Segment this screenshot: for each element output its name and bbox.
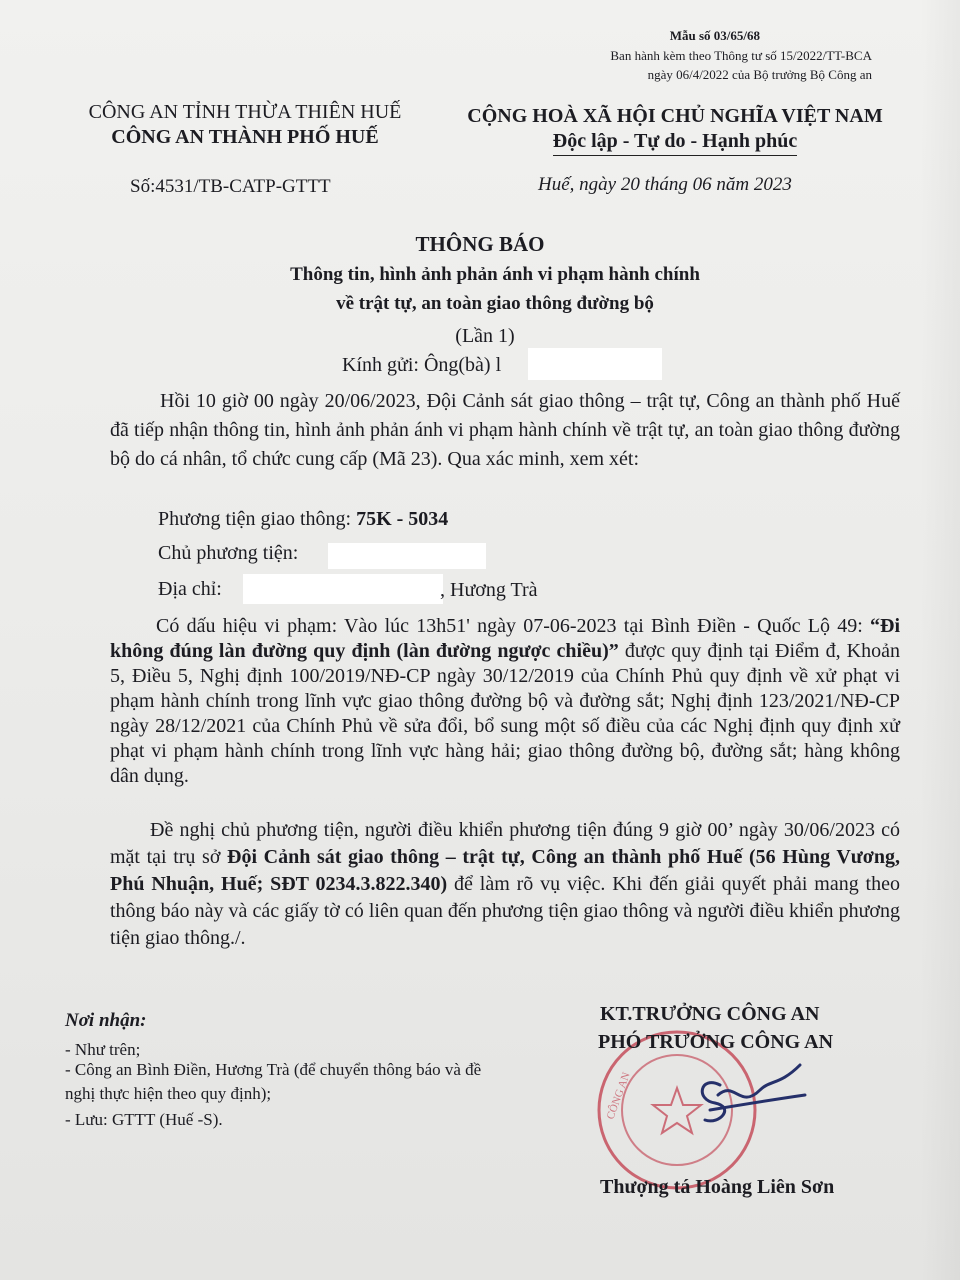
paragraph-intro [110,387,900,474]
redaction-address [243,574,443,604]
request-intro: Đề nghị chủ phương tiện, người điều khiển phương tiện đúng 9 giờ 00’ ngày 30/06/2023 có mặt tại trụ sở [110,819,900,868]
vehicle-label: Phương tiện giao thông: [158,508,357,530]
redaction-recipient [528,348,662,380]
violation-legal-basis: được quy định tại Điểm đ, Khoản 5, Điều 5, Nghị định 100/2019/NĐ-CP ngày 30/12/2019 của Chính Phủ quy định về xử phạt vi phạm hành chính trong lĩnh vực giao thông đường bộ và đường sắt; Nghị định 123/2021/NĐ-CP ngày 28/12/2021 của Chính Phủ về sửa đổi, bổ sung một số điều của các Nghị định quy định xử phạt vi phạm hành chính trong lĩnh vực hàng hải; giao thông đường bộ, đường sắt; hàng không dân dụng. [110,640,900,787]
subtitle-line-1: Thông tin, hình ảnh phản ánh vi phạm hành chính [290,264,700,285]
request-rest: để làm rõ vụ việc. Khi đến giải quyết phải mang theo thông báo này và các giấy tờ có liên quan đến phương tiện giao thông và người điều khiển phương tiện giao thông./. [110,873,900,949]
recipients-item-2: - Công an Bình Điền, Hương Trà (để chuyển thông báo và đề nghị thực hiện theo quy định); [65,1060,482,1103]
national-motto: Độc lập - Tự do - Hạnh phúc [553,129,797,156]
document-title: THÔNG BÁO [415,232,545,256]
document-subtitle [0,260,960,318]
recipients-item-1: - Như trên; [65,1040,141,1059]
place-date: Huế, ngày 20 tháng 06 năm 2023 [538,174,792,195]
handwritten-signature [680,1055,810,1135]
vehicle-plate: 75K - 5034 [356,508,449,530]
address-suffix: , Hương Trà [440,579,538,601]
redaction-owner [328,543,486,569]
national-header [440,104,910,156]
vehicle-line [158,508,448,531]
agency-parent: CÔNG AN TỈNH THỪA THIÊN HUẾ [88,101,402,123]
recipient-line: Kính gửi: Ông(bà) l [342,354,502,376]
paragraph-violation [110,614,900,789]
form-note [610,46,872,84]
attempt-number: (Lần 1) [455,325,515,347]
request-location: Đội Cảnh sát giao thông – trật tự, Công an thành phố Huế (56 Hùng Vương, Phú Nhuận, Huế; SĐT 0234.3.822.340) [110,846,900,895]
signature-title-2: PHÓ TRƯỞNG CÔNG AN [598,1031,834,1053]
signer-name: Thượng tá Hoàng Liên Sơn [600,1176,835,1198]
address-label: Địa chỉ: [158,578,222,600]
country-name: CỘNG HOÀ XÃ HỘI CHỦ NGHĨA VIỆT NAM [467,105,883,127]
document-number: Số:4531/TB-CATP-GTTT [130,176,331,197]
recipients-item-3: - Lưu: GTTT (Huế -S). [65,1110,223,1129]
signature-title-1: KT.TRƯỞNG CÔNG AN [600,1003,820,1025]
subtitle-line-2: về trật tự, an toàn giao thông đường bộ [336,293,654,314]
owner-label: Chủ phương tiện: [158,542,299,564]
recipients-title: Nơi nhận: [65,1010,147,1031]
violation-intro: Có dấu hiệu vi phạm: Vào lúc 13h51' ngày 07-06-2023 tại Bình Điền - Quốc Lộ 49: [156,615,870,637]
form-note-line-2: ngày 06/4/2022 của Bộ trưởng Bộ Công an [647,67,872,82]
paragraph-request [110,817,900,952]
paper-edge-shadow [920,0,960,1280]
agency-name: CÔNG AN THÀNH PHỐ HUẾ [111,126,379,148]
form-note-line-1: Ban hành kèm theo Thông tư số 15/2022/TT-BCA [610,48,872,63]
signature-stroke [702,1065,805,1121]
stamp-text: CÔNG AN [604,1070,633,1122]
agency-header [55,100,435,150]
violation-description: “Đi không đúng làn đường quy định (làn đường ngược chiều)” [110,615,900,662]
form-code: Mẫu số 03/65/68 [669,28,760,43]
paragraph-intro-text: Hồi 10 giờ 00 ngày 20/06/2023, Đội Cảnh sát giao thông – trật tự, Công an thành phố Huế đã tiếp nhận thông tin, hình ảnh phản ánh vi phạm hành chính về trật tự, an toàn giao thông đường bộ do cá nhân, tổ chức cung cấp (Mã 23). Qua xác minh, xem xét: [110,390,900,470]
